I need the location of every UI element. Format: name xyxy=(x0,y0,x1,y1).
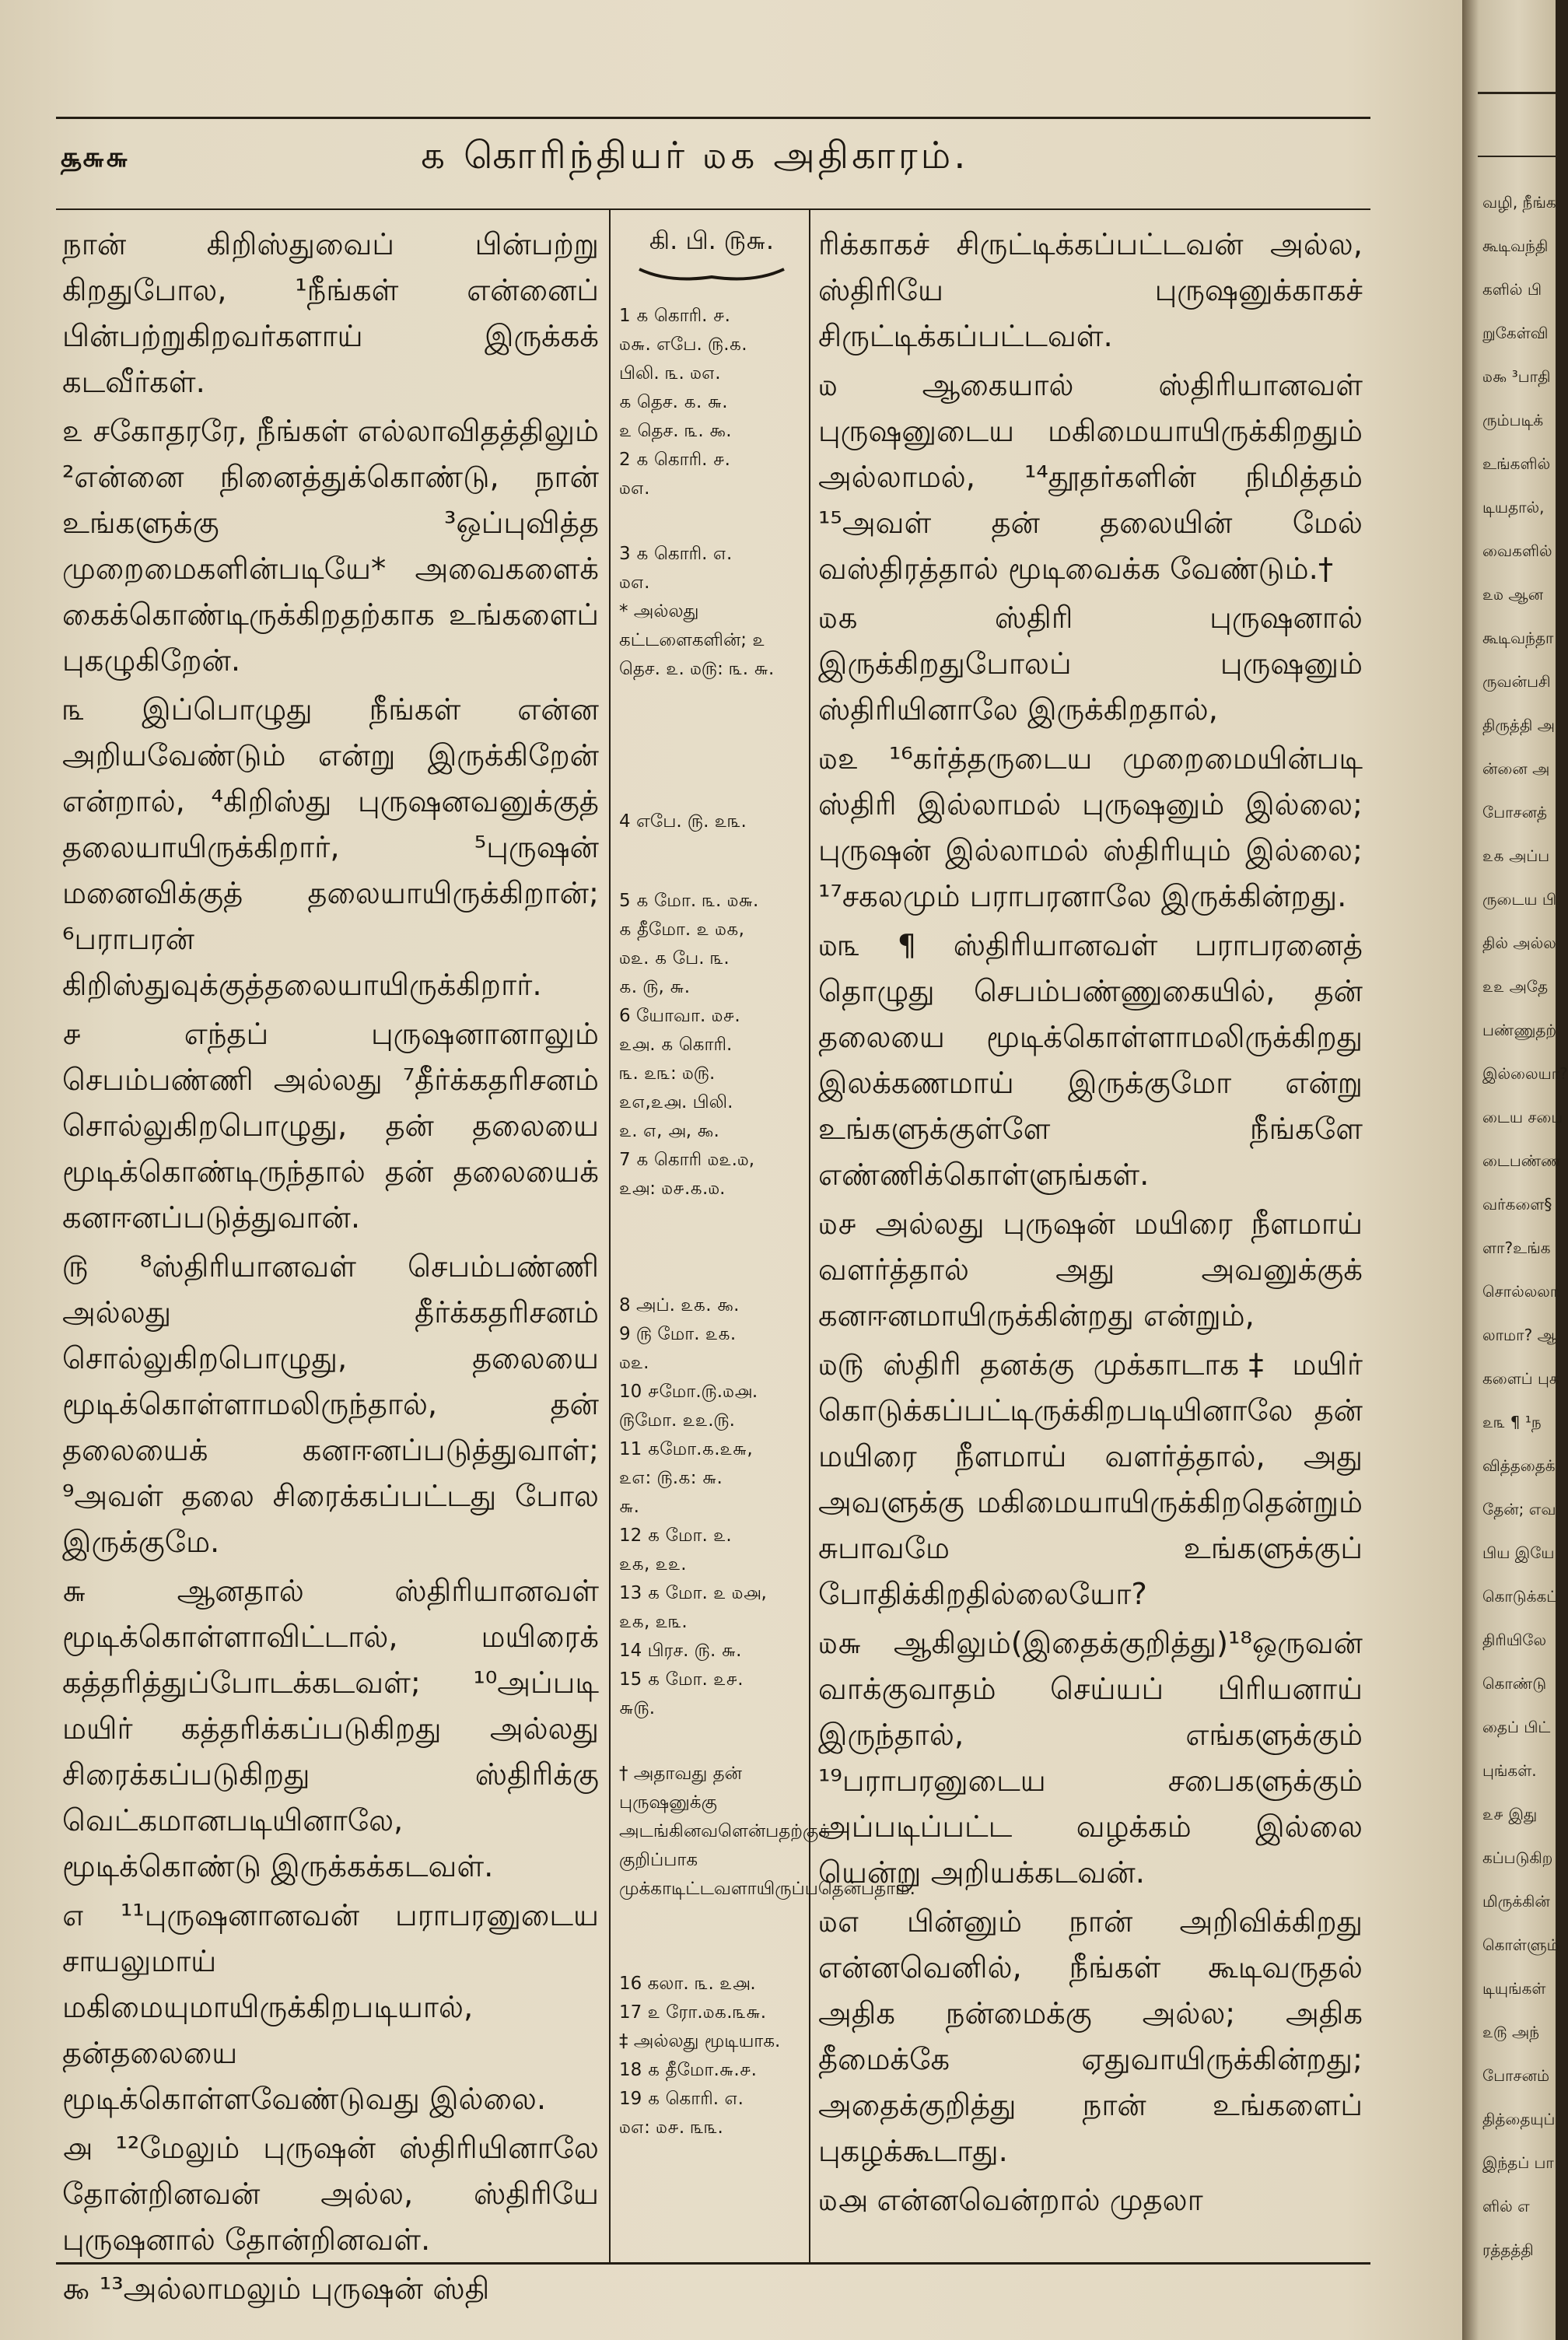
verse-13: ௰௩ ¶ ஸ்திரியானவள் பராபரனைத் தொழுது செபம்பண்ணுகையில், தன் தலையை மூடிக்கொள்ளாமலிருக்கிறது இலக்கணமாய் இருக்குமோ என்று உங்களுக்குள்ளே நீங்களே எண்ணிக்கொள்ளுங்கள். xyxy=(818,928,1363,1193)
adjacent-text-fragment: தித்தையுப் xyxy=(1482,2110,1556,2128)
ref-line: 2 ௧ கொரி. ௪. xyxy=(619,450,730,470)
verse-6: ௬ ஆனதால் ஸ்திரியானவள் மூடிக்கொள்ளாவிட்டால், மயிரைக் கத்தரித்துப்போடக்கடவள்; ¹⁰அப்படி மயிர் கத்தரிக்கப்படுகிறது அல்லது சிரைக்கப்படுகிறது ஸ்திரிக்கு வெட்கமானபடியினாலே, மூடிக்கொண்டு இருக்கக்கடவள். xyxy=(62,1574,599,1884)
adjacent-text-fragment: தைப் பிட் xyxy=(1482,1718,1551,1736)
left-text-column xyxy=(62,222,599,2315)
verse-10: ௰ ஆகையால் ஸ்திரியானவள் புருஷனுடைய மகிமையாயிருக்கிறதும் அல்லாமல், ¹⁴தூதர்களின் நிமித்தம் ¹⁵அவள் தன் தலையின் மேல் வஸ்திரத்தால் மூடிவைக்க வேண்டும்.† xyxy=(818,368,1363,587)
ref-line: ௧ தெச. ௧. ௬. xyxy=(619,392,728,412)
ref-line: 18 ௧ தீமோ.௬.௪. xyxy=(619,2060,757,2080)
adjacent-text-fragment: ௨௪ இது xyxy=(1482,1805,1538,1823)
adjacent-text-fragment: தில் அல்ல xyxy=(1482,934,1556,952)
adjacent-text-fragment: டியுங்கள் xyxy=(1482,1979,1546,1998)
verse-8: ௮ ¹²மேலும் புருஷன் ஸ்திரியினாலே தோன்றினவன் அல்ல, ஸ்திரியே புருஷனால் தோன்றினவள். xyxy=(62,2131,599,2258)
ref-group-1 xyxy=(619,302,806,503)
ref-line: ௨௮: ௰௪.௧.௰. xyxy=(619,1179,726,1199)
adjacent-text-fragment: ௰௯ ³பாதி xyxy=(1482,367,1551,386)
adjacent-text-fragment: பிய இயே xyxy=(1482,1543,1555,1562)
ref-line: ௨௮. ௧ கொரி. xyxy=(619,1035,733,1055)
page-number: ௲௬௬ xyxy=(61,142,129,173)
ref-line: 1 ௧ கொரி. ௪. xyxy=(619,306,730,326)
adjacent-text-fragment: தேன்; எவ xyxy=(1482,1500,1556,1519)
adjacent-text-fragment: திரியிலே xyxy=(1482,1631,1547,1649)
ref-line: 16 கலா. ௩. ௨௮. xyxy=(619,1974,756,1994)
ref-line: பிலி. ௩. ௰௭. xyxy=(619,363,721,384)
ref-line: ௬. xyxy=(619,1497,639,1517)
adjacent-text-fragment: பண்ணுதற் xyxy=(1482,1021,1557,1039)
adjacent-text-fragment: இந்தப் பா xyxy=(1482,2153,1554,2172)
ref-line: 13 ௧ மோ. ௨ ௰௮, xyxy=(619,1583,767,1603)
adjacent-text-fragment: கப்படுகிற xyxy=(1482,1848,1553,1867)
adjacent-text-fragment: சொல்லலா xyxy=(1482,1282,1559,1301)
ref-line: 10 ௪மோ.௫.௰௮. xyxy=(619,1382,758,1402)
adjacent-text-fragment: டைபண்ண xyxy=(1482,1151,1561,1170)
ref-line: 11 ௧மோ.௧.௨௬, xyxy=(619,1439,753,1459)
verse-3: ௩ இப்பொழுது நீங்கள் என்ன அறியவேண்டும் என்று இருக்கிறேன் என்றால், ⁴கிறிஸ்து புருஷனவனுக்குத் தலையாயிருக்கிறார், ⁵புருஷன் மனைவிக்குத் தலையாயிருக்கிறான்; ⁶பராபரன் கிறிஸ்துவுக்குத்தலையாயிருக்கிறார். xyxy=(62,692,599,1003)
adjacent-text-fragment: டியதால், xyxy=(1482,498,1545,517)
ref-line: 9 ௫ மோ. ௨௧. xyxy=(619,1324,737,1344)
top-rule xyxy=(56,117,1370,119)
ref-line: ௧. ௫, ௬. xyxy=(619,977,691,997)
ref-line: ௬௫. xyxy=(619,1698,656,1718)
ref-line: ௰௭: ௰௪. ௩௩. xyxy=(619,2118,723,2138)
verse-11: ௰௧ ஸ்திரி புருஷனால் இருக்கிறதுபோலப் புருஷனும் ஸ்திரியினாலே இருக்கிறதால், xyxy=(818,601,1363,727)
adjacent-text-fragment: வைகளில் xyxy=(1482,541,1552,560)
adjacent-text-fragment: களில் பி xyxy=(1482,280,1542,299)
verse-17: ௰௭ பின்னும் நான் அறிவிக்கிறது என்னவெனில், நீங்கள் கூடிவருதல் அதிக நன்மைக்கு அல்ல; அதிக தீமைக்கே ஏதுவாயிருக்கின்றது; அதைக்குறித்து நான் உங்களைப் புகழக்கூடாது. xyxy=(818,1904,1363,2169)
verse-12: ௰௨ ¹⁶கர்த்தருடைய முறைமையின்படி ஸ்திரி இல்லாமல் புருஷனும் இல்லை; புருஷன் இல்லாமல் ஸ்திரியும் இல்லை; ¹⁷சகலமும் பராபரனாலே இருக்கின்றது. xyxy=(818,741,1363,914)
ref-line: ௨. ௭, ௮, ௯. xyxy=(619,1121,719,1141)
verse-18-start: ௰௮ என்னவென்றால் முதலா xyxy=(818,2183,1203,2218)
verse-15: ௰௫ ஸ்திரி தனக்கு முக்காடாக‡ மயிர் கொடுக்கப்பட்டிருக்கிறபடியினாலே தன் மயிரை நீளமாய் வளர்த்தால், அது அவளுக்கு மகிமையாயிருக்கிறதென்றும் சுபாவமே உங்களுக்குப் போதிக்கிறதில்லையோ? xyxy=(818,1347,1363,1612)
adjacent-text-fragment: றுகேள்வி xyxy=(1482,324,1549,342)
adjacent-text-fragment: புங்கள். xyxy=(1482,1761,1537,1780)
references-heading: கி. பி. ௫௬. xyxy=(649,226,775,255)
bottom-rule xyxy=(56,2262,1370,2265)
verse-14: ௰௪ அல்லது புருஷன் மயிரை நீளமாய் வளர்த்தால் அது அவனுக்குக் கனஈனமாயிருக்கின்றது என்றும், xyxy=(818,1207,1363,1333)
ref-group-4 xyxy=(619,807,806,836)
ref-line: ௨௧, ௨௨. xyxy=(619,1554,687,1575)
ref-line: ௰௨. xyxy=(619,1353,649,1373)
adjacent-text-fragment: இல்லையா? xyxy=(1482,1064,1568,1083)
ref-line: ௫மோ. ௨௨.௫. xyxy=(619,1410,735,1431)
ref-line: ௧ தீமோ. ௨ ௰௧, xyxy=(619,920,744,940)
adjacent-text-fragment: களைப் புக xyxy=(1482,1369,1559,1388)
adjacent-text-fragment: கொண்டு xyxy=(1482,1674,1547,1693)
adjacent-text-fragment: ௨௨ அதே xyxy=(1482,977,1549,996)
ref-line: 7 ௧ கொரி ௰௨.௰, xyxy=(619,1150,755,1170)
flourish-ornament xyxy=(638,264,786,285)
ref-line: 4 எபே. ௫. ௨௩. xyxy=(619,811,747,832)
adjacent-text-fragment: கொள்ளும் xyxy=(1482,1935,1559,1954)
ref-line: 12 ௧ மோ. ௨. xyxy=(619,1526,732,1546)
adjacent-text-fragment: போசனத் xyxy=(1482,803,1548,821)
ref-line: 5 ௧ மோ. ௩. ௰௬. xyxy=(619,891,759,911)
ref-line: 17 ௨ ரோ.௰௧.௩௬. xyxy=(619,2002,767,2023)
adjacent-text-fragment: ன்னை அ xyxy=(1482,759,1550,778)
ref-line: 3 ௧ கொரி. ௭. xyxy=(619,544,733,564)
verse-2: ௨ சகோதரரே, நீங்கள் எல்லாவிதத்திலும் ²என்னை நினைத்துக்கொண்டு, நான் உங்களுக்கு ³ஒப்புவித்த முறைமைகளின்படியே* அவைகளைக் கைக்கொண்டிருக்கிறதற்காக உங்களைப் புகழுகிறேன். xyxy=(62,414,599,678)
ref-line: ௰௭. xyxy=(619,478,650,499)
footnote-dagger: † அதாவது தன் புருஷனுக்கு அடங்கினவளென்பதற்குக் குறிப்பாக முக்காடிட்டவளாயிருப்பதென்பதாம். xyxy=(619,1764,915,1899)
ref-line: ௨ தெச. ௩. ௯. xyxy=(619,421,732,441)
ref-line: 6 யோவா. ௰௪. xyxy=(619,1006,740,1026)
adjacent-text-fragment: மிருக்கின் xyxy=(1482,1892,1550,1911)
adjacent-text-fragment: கூடிவந்தி xyxy=(1482,236,1549,255)
verse-1: நான் கிறிஸ்துவைப் பின்பற்று கிறதுபோல, ¹நீங்கள் என்னைப் பின்பற்றுகிறவர்களாய் இருக்கக் கடவீர்கள். xyxy=(62,227,599,400)
header-rule xyxy=(56,208,1370,210)
verse-5: ௫ ⁸ஸ்திரியானவள் செபம்பண்ணி அல்லது தீர்க்கதரிசனம் சொல்லுகிறபொழுது, தலையை மூடிக்கொள்ளாமலிருந்தால், தன் தலையைக் கனஈனப்படுத்துவாள்; ⁹அவள் தலை சிரைக்கப்பட்டது போல இருக்குமே. xyxy=(62,1249,599,1560)
ref-line: ௨௭: ௫.௧: ௬. xyxy=(619,1468,723,1488)
ref-line: ௰௨. ௧ பே. ௩. xyxy=(619,948,730,969)
adjacent-text-fragment: ௨௧ அப்ப xyxy=(1482,846,1550,865)
adjacent-text-fragment: ௨௫ அந் xyxy=(1482,2023,1540,2041)
ref-line: ௰௭. xyxy=(619,573,650,593)
adjacent-text-fragment: ருவன்பசி xyxy=(1482,672,1551,691)
verse-9-end: ரிக்காகச் சிருட்டிக்கப்பட்டவன் அல்ல, ஸ்திரியே புருஷனுக்காகச் சிருட்டிக்கப்பட்டவள். xyxy=(818,227,1363,354)
adjacent-text-fragment: லாமா? ஆ xyxy=(1482,1326,1557,1344)
adjacent-text-fragment: ளா?உங்க xyxy=(1482,1238,1551,1257)
adjacent-text-fragment: வர்களை§ xyxy=(1482,1195,1552,1214)
ref-line: 15 ௧ மோ. ௨௪. xyxy=(619,1669,744,1690)
adjacent-text-fragment: உங்களில் xyxy=(1482,454,1551,473)
adjacent-page-edge xyxy=(1462,0,1568,2340)
column-divider-right xyxy=(809,208,810,2262)
adjacent-text-fragment: போசனம் xyxy=(1482,2066,1550,2085)
adjacent-text-fragment: ௨௰ ஆன xyxy=(1482,585,1544,604)
ref-line: ௨௧, ௨௩. xyxy=(619,1612,688,1632)
ref-line: ௨௭,௨௮. பிலி. xyxy=(619,1092,733,1112)
adjacent-text-fragment: கூடிவந்தா xyxy=(1482,629,1554,647)
ref-group-tail xyxy=(619,1970,806,2142)
adjacent-text-fragment: ௨௩ ¶ ¹ந xyxy=(1482,1413,1542,1431)
verse-7: ௭ ¹¹புருஷனானவன் பராபரனுடைய சாயலுமாய் மகிமையுமாயிருக்கிறபடியால், தன்தலையை மூடிக்கொள்ளவேண்டுவது இல்லை. xyxy=(62,1898,599,2117)
adjacent-header-rule xyxy=(1478,156,1556,157)
adjacent-text-fragment: ரத்தத்தி xyxy=(1482,2240,1534,2259)
adjacent-text-fragment: கொடுக்கப் xyxy=(1482,1587,1559,1606)
adjacent-text-fragment: டைய சபை xyxy=(1482,1108,1563,1126)
ref-line: ௰௬. எபே. ௫.௧. xyxy=(619,335,747,355)
adjacent-text-fragment: ரும்படிக் xyxy=(1482,411,1544,429)
ref-line: 8 அப். ௨௧. ௯. xyxy=(619,1295,740,1315)
ref-line: 19 ௧ கொரி. ௭. xyxy=(619,2089,744,2109)
adjacent-text-fragment: வித்ததைக் xyxy=(1482,1456,1556,1475)
ref-group-5 xyxy=(619,887,806,1203)
adjacent-text-fragment: வழி, நீங்க xyxy=(1482,193,1556,212)
ref-line: ௩. ௨௩: ௰௫. xyxy=(619,1063,716,1084)
page-title: ௧ கொரிந்தியர் ௰௧ அதிகாரம். xyxy=(420,134,969,177)
ref-line: ‡ அல்லது மூடியாக. xyxy=(619,2031,781,2051)
ref-line: 14 பிரச. ௫. ௬. xyxy=(619,1641,742,1661)
adjacent-text-fragment: திருத்தி அ xyxy=(1482,716,1555,734)
adjacent-text-fragment: ருடைய பி xyxy=(1482,890,1557,909)
adjacent-text-fragment: ளில் எ xyxy=(1482,2197,1530,2216)
footnote-star: * அல்லது கட்டளைகளின்; ௨ தெச. ௨. ௰௫: ௩. ௬. xyxy=(619,601,775,679)
verse-9-start: ௯ ¹³அல்லாமலும் புருஷன் ஸ்தி xyxy=(62,2272,490,2307)
adjacent-top-rule xyxy=(1478,92,1556,94)
column-divider-left xyxy=(609,208,611,2262)
ref-group-3 xyxy=(619,540,806,597)
verse-16: ௰௬ ஆகிலும்(இதைக்குறித்து)¹⁸ஒருவன் வாக்குவாதம் செய்யப் பிரியனாய் இருந்தால், எங்களுக்கும் ¹⁹பராபரனுடைய சபைகளுக்கும் அப்படிப்பட்ட வழக்கம் இல்லை யென்று அறியக்கடவன். xyxy=(818,1626,1363,1890)
verse-4: ௪ எந்தப் புருஷனானாலும் செபம்பண்ணி அல்லது ⁷தீர்க்கதரிசனம் சொல்லுகிறபொழுது, தன் தலையை மூடிக்கொண்டிருந்தால் தன் தலையைக் கனஈனப்படுத்துவான். xyxy=(62,1017,599,1235)
right-text-column xyxy=(818,222,1363,2226)
ref-group-8 xyxy=(619,1291,806,1723)
